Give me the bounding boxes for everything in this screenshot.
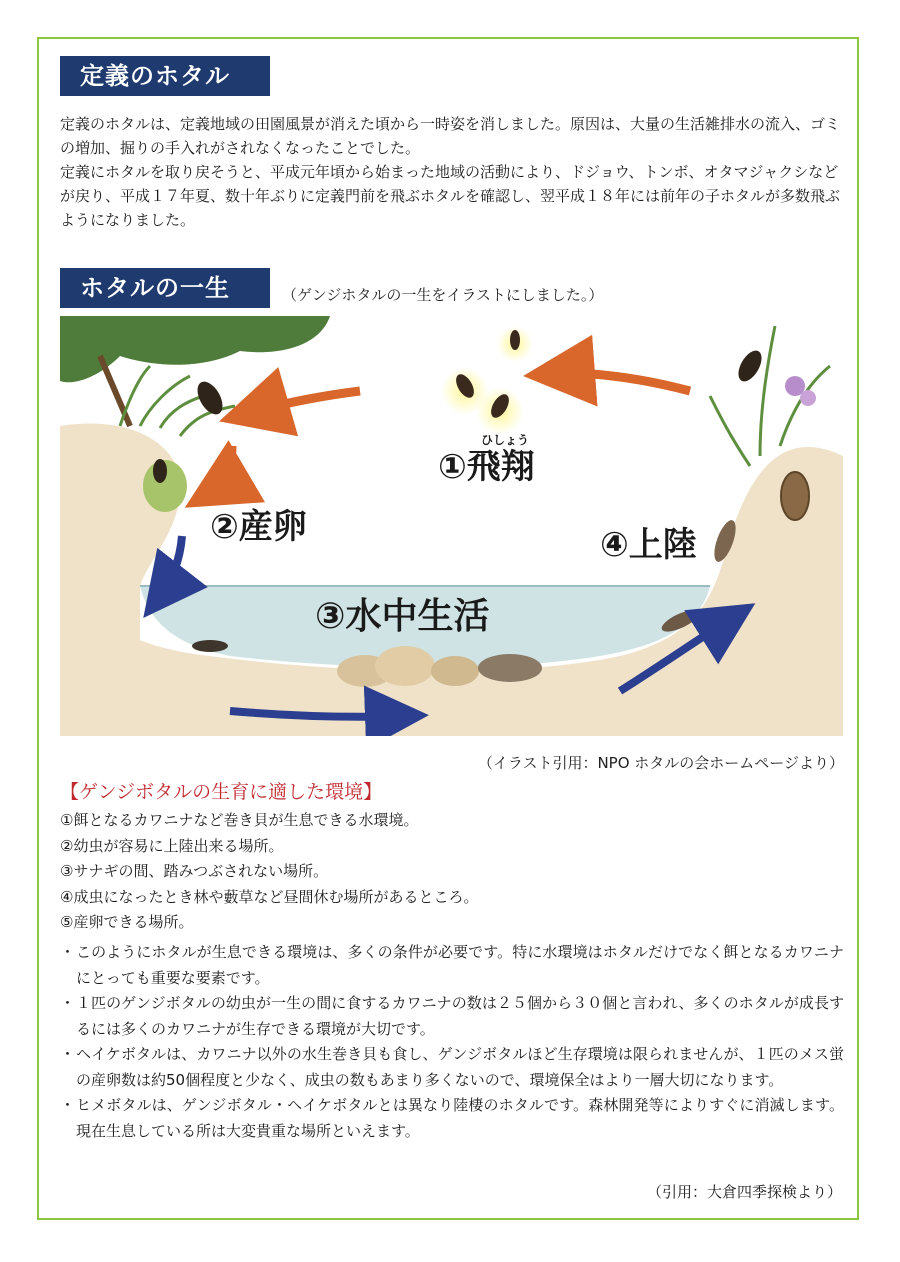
- environment-item: ③サナギの間、踏みつぶされない場所。: [60, 862, 329, 880]
- bullet-mark: ・: [60, 1045, 76, 1063]
- intro-text: [60, 112, 844, 232]
- note-text: ヘイケボタルは、カワニナ以外の水生巻き貝も食し、ゲンジボタルほど生存環境は限られませんが、１匹のメス蛍の産卵数は約50個程度と少なく、成虫の数もあまり多くないので、環境保全はより一層大切になります。: [76, 1045, 844, 1089]
- bullet-mark: ・: [60, 943, 76, 961]
- source-citation: （引用：大倉四季探検より）: [646, 1183, 842, 1201]
- note-item: [60, 1042, 844, 1093]
- intro-paragraph-2: 定義にホタルを取り戻そうと、平成元年頃から始まった地域の活動により、ドジョウ、トンボ、オタマジャクシなどが戻り、平成１７年夏、数十年ぶりに定義門前を飛ぶホタルを確認し、翌平成１８年には前年の子ホタルが多数飛ぶようになりました。: [60, 163, 841, 229]
- note-text: このようにホタルが生息できる環境は、多くの条件が必要です。特に水環境はホタルだけでなく餌となるカワニナにとっても重要な要素です。: [76, 943, 844, 987]
- section-heading-lifecycle: ホタルの一生: [60, 268, 270, 308]
- label-stage4: ④上陸: [600, 525, 697, 565]
- larva-1: [192, 640, 228, 652]
- section-heading-teigi-hotaru: 定義のホタル: [60, 56, 270, 96]
- label-stage3: ③水中生活: [315, 596, 490, 637]
- note-text: ヒメボタルは、ゲンジボタル・ヘイケボタルとは異なり陸棲のホタルです。森林開発等によりすぐに消滅します。現在生息している所は大変貴重な場所といえます。: [76, 1096, 844, 1140]
- note-item: [60, 991, 844, 1042]
- note-text: １匹のゲンジボタルの幼虫が一生の間に食するカワニナの数は２５個から３０個と言われ、多くのホタルが成長するには多くのカワニナが生存できる環境が大切です。: [76, 994, 844, 1038]
- label-stage1-ruby: ひしょう: [481, 433, 530, 447]
- environment-list: [60, 808, 850, 936]
- notes-list: [60, 940, 844, 1144]
- lifecycle-illustration: [60, 316, 843, 736]
- pupa-cocoon: [781, 472, 809, 520]
- environment-item: ⑤産卵できる場所。: [60, 913, 194, 931]
- note-item: [60, 1093, 844, 1144]
- environment-item: ②幼虫が容易に上陸出来る場所。: [60, 836, 284, 855]
- environment-item: ①餌となるカワニナなど巻き貝が生息できる水環境。: [60, 811, 419, 829]
- bullet-mark: ・: [60, 994, 76, 1012]
- note-item: [60, 940, 844, 991]
- illustration-credit: （イラスト引用：NPO ホタルの会ホームページより）: [477, 754, 844, 772]
- label-stage2: ②産卵: [210, 507, 307, 547]
- environment-item: ④成虫になったとき林や藪草など昼間休む場所があるところ。: [60, 887, 479, 906]
- label-stage1: ①飛翔: [438, 447, 535, 487]
- intro-paragraph-1: 定義のホタルは、定義地域の田園風景が消えた頃から一時姿を消しました。原因は、大量の生活雑排水の流入、ゴミの増加、掘りの手入れがされなくなったことでした。: [60, 115, 841, 157]
- bullet-mark: ・: [60, 1096, 76, 1114]
- environment-title: 【ゲンジボタルの生育に適した環境】: [60, 781, 383, 803]
- lifecycle-note: （ゲンジホタルの一生をイラストにしました。）: [282, 286, 604, 304]
